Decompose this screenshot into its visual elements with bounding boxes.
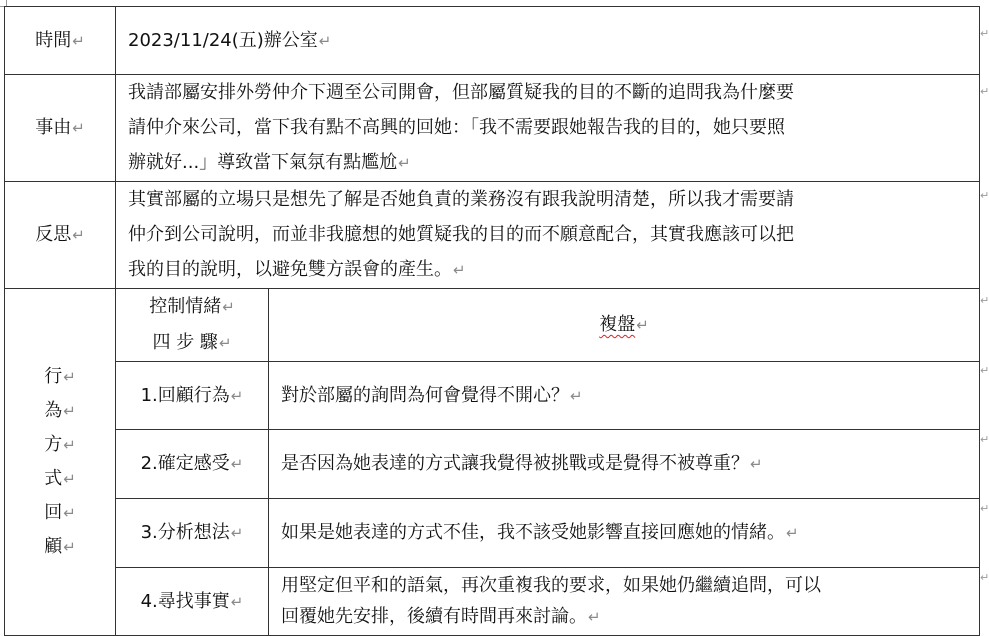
step-review-cell[interactable]: 是否因為她表達的方式讓我覺得被挑戰或是覺得不被尊重？↵ <box>269 430 980 499</box>
time-label: 時間 <box>35 29 72 51</box>
matter-row <box>5 75 980 182</box>
row-end-mark: ↵ <box>980 571 989 584</box>
step-review-line: 回覆她先安排，後續有時間再來討論。↵ <box>281 606 601 627</box>
behavior-review-label: 行↵ 為↵ 方↵ 式↵ 回↵ 顧↵ <box>44 365 76 557</box>
step-review-cell[interactable]: 如果是她表達的方式不佳，我不該受她影響直接回應她的情緒。↵ <box>269 499 980 568</box>
step-review-text: 對於部屬的詢問為何會覺得不開心？ <box>281 384 569 406</box>
step-row <box>5 430 980 499</box>
paragraph-mark-icon: ↵ <box>398 154 411 172</box>
step-review-line: 用堅定但平和的語氣，再次重複我的要求，如果她仍繼續追問，可以 <box>281 575 821 596</box>
step-row <box>5 568 980 636</box>
row-end-mark: ↵ <box>980 85 989 98</box>
reflection-line: 仲介到公司說明，而並非我臆想的她質疑我的目的而不願意配合，其實我應該可以把 <box>128 224 794 245</box>
step-review-text: 是否因為她表達的方式讓我覺得被挑戰或是覺得不被尊重？ <box>281 453 749 474</box>
reflection-table <box>4 6 980 636</box>
paragraph-mark-icon: ↵ <box>318 31 332 50</box>
time-label-cell <box>5 7 116 75</box>
row-end-mark: ↵ <box>980 294 989 307</box>
matter-label-cell <box>5 75 116 182</box>
paragraph-mark-icon: ↵ <box>453 261 466 279</box>
matter-value-cell[interactable] <box>116 75 980 182</box>
matter-line: 請仲介來公司，當下我有點不高興的回她：「我不需要跟她報告我的目的，她只要照 <box>128 117 785 138</box>
time-value-cell[interactable] <box>116 7 980 75</box>
step-row <box>5 499 980 568</box>
step-row <box>5 362 980 430</box>
matter-line: 辦就好...」導致當下氣氛有點尷尬↵ <box>128 152 411 173</box>
step-label-cell: 1.回顧行為↵ <box>116 362 269 430</box>
row-end-mark: ↵ <box>980 433 989 446</box>
step-label-cell: 3.分析想法↵ <box>116 499 269 568</box>
row-end-mark: ↵ <box>980 502 989 515</box>
paragraph-mark-icon: ↵ <box>72 226 85 244</box>
reflection-line: 我的目的說明，以避免雙方誤會的產生。↵ <box>128 259 466 280</box>
reflection-row <box>5 182 980 289</box>
time-row <box>5 7 980 75</box>
row-end-mark: ↵ <box>980 364 989 377</box>
review-header-cell <box>269 289 980 362</box>
paragraph-mark-icon: ↵ <box>636 316 649 334</box>
reflection-value-cell[interactable] <box>116 182 980 289</box>
reflection-line: 其實部屬的立場只是想先了解是否她負責的業務沒有跟我說明清楚，所以我才需要請 <box>128 189 794 210</box>
step-label: 3.分析想法 <box>140 522 230 543</box>
steps-header-line: 四 步 驟↵ <box>152 332 232 353</box>
steps-header-line: 控制情緒↵ <box>149 296 235 317</box>
step-review-text: 如果是她表達的方式不佳，我不該受她影響直接回應她的情緒。 <box>281 522 785 543</box>
step-label-cell: 2.確定感受↵ <box>116 430 269 499</box>
step-review-cell[interactable]: 對於部屬的詢問為何會覺得不開心？↵ <box>269 362 980 430</box>
reflection-label: 反思 <box>35 224 72 245</box>
matter-line: 我請部屬安排外勞仲介下週至公司開會，但部屬質疑我的目的不斷的追問我為什麼要 <box>128 82 794 103</box>
step-label: 4.尋找事實 <box>140 590 230 612</box>
steps-header-cell <box>116 289 269 362</box>
steps-header-row <box>5 289 980 362</box>
step-review-cell[interactable] <box>269 568 980 636</box>
review-header: 複盤 <box>599 314 636 335</box>
reflection-label-cell <box>5 182 116 289</box>
behavior-review-label-cell <box>5 289 116 636</box>
row-end-mark: ↵ <box>980 189 989 202</box>
step-label: 2.確定感受 <box>140 453 230 474</box>
time-value: 2023/11/24(五)辦公室 <box>128 29 318 51</box>
row-end-mark: ↵ <box>980 27 989 40</box>
paragraph-mark-icon: ↵ <box>72 119 85 137</box>
paragraph-mark-icon: ↵ <box>72 31 85 50</box>
step-label: 1.回顧行為 <box>140 384 230 406</box>
matter-label: 事由 <box>35 117 72 138</box>
step-label-cell: 4.尋找事實↵ <box>116 568 269 636</box>
